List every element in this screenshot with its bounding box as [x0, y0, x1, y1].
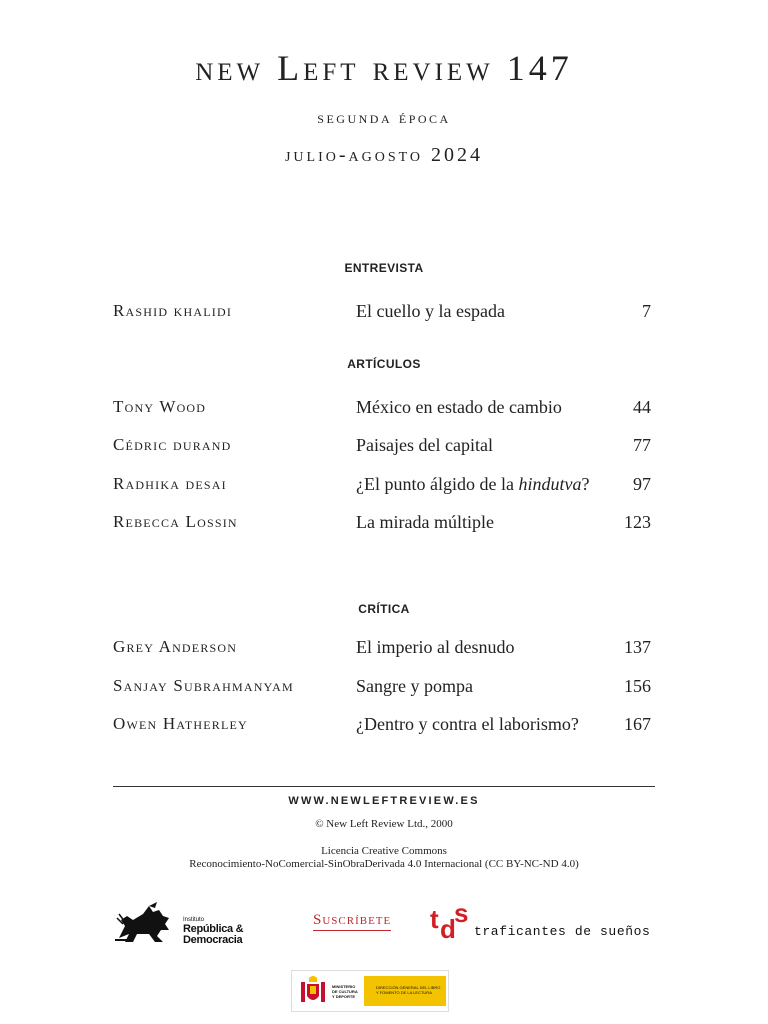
entry-author: Rebecca Lossin — [113, 512, 238, 531]
entry-title: Paisajes del capital — [356, 435, 493, 455]
toc-entry[interactable] — [113, 673, 653, 699]
license-detail[interactable]: Reconocimiento-NoComercial-SinObraDerivada 4.0 Internacional (CC BY-NC-ND 4.0) — [189, 858, 579, 870]
ministerio-line: DE CULTURA — [332, 989, 358, 994]
issue-date: julio-agosto 2024 — [284, 144, 484, 166]
irdd-wordmark — [183, 916, 243, 946]
entry-author: Tony Wood — [113, 397, 207, 416]
entry-page: 77 — [633, 435, 651, 455]
ministerio-label — [332, 984, 358, 999]
section-heading-entrevista: ENTREVISTA — [344, 261, 424, 275]
section-heading-critica: CRÍTICA — [358, 602, 410, 616]
entry-title: Sangre y pompa — [356, 676, 473, 696]
lion-emblem-icon — [113, 900, 177, 946]
section-heading-articulos: ARTÍCULOS — [347, 357, 421, 371]
entry-title: El cuello y la espada — [356, 301, 505, 321]
entry-title — [356, 471, 589, 497]
entry-title-part: ¿El punto álgido de la — [356, 474, 519, 494]
irdd-name-line2: Democracia — [183, 934, 243, 946]
entry-page: 44 — [633, 397, 651, 417]
direccion-label — [376, 985, 440, 995]
entry-page: 97 — [633, 474, 651, 494]
toc-entry[interactable] — [113, 711, 653, 737]
entry-title: ¿Dentro y contra el laborismo? — [356, 714, 579, 734]
toc-entry[interactable] — [113, 471, 653, 497]
ministerio-line: MINISTERIO — [332, 984, 356, 989]
website-link[interactable]: WWW.NEWLEFTREVIEW.ES — [288, 795, 480, 807]
entry-title: México en estado de cambio — [356, 397, 562, 417]
entry-title: El imperio al desnudo — [356, 637, 515, 657]
traficantes-logo[interactable]: t d s traficantes de sueños — [430, 898, 651, 944]
entry-author: Sanjay Subrahmanyam — [113, 676, 294, 695]
copyright-notice: © New Left Review Ltd., 2000 — [315, 818, 453, 830]
irdd-logo[interactable] — [113, 898, 253, 948]
toc-entry[interactable] — [113, 298, 653, 324]
entry-title: La mirada múltiple — [356, 512, 494, 532]
entry-title-italic: hindutva — [518, 474, 582, 494]
entry-author: Grey Anderson — [113, 637, 238, 656]
coat-of-arms-icon — [298, 974, 328, 1008]
ministerio-line: Y DEPORTE — [332, 994, 356, 999]
entry-author: Rashid khalidi — [113, 301, 233, 320]
toc-entry[interactable] — [113, 394, 653, 420]
entry-title-part: ? — [581, 474, 590, 494]
direccion-line: DIRECCIÓN GENERAL DEL LIBRO — [376, 985, 441, 990]
footer-divider — [113, 786, 655, 787]
entry-author: Radhika desai — [113, 474, 227, 493]
entry-page: 167 — [624, 714, 651, 734]
entry-author: Owen Hatherley — [113, 714, 248, 733]
irdd-small-label: Instituto — [183, 917, 205, 923]
toc-entry[interactable] — [113, 634, 653, 660]
irdd-name-line1: República & — [183, 923, 244, 935]
direccion-line: Y FOMENTO DE LA LECTURA — [376, 990, 432, 995]
journal-title: new Left review 147 — [195, 48, 573, 88]
toc-entry[interactable] — [113, 509, 653, 535]
entry-page: 123 — [624, 512, 651, 532]
entry-author: Cédric durand — [113, 435, 232, 454]
ministerio-logo — [291, 970, 449, 1012]
entry-page: 7 — [642, 301, 651, 321]
entry-page: 156 — [624, 676, 651, 696]
license-title: Licencia Creative Commons — [321, 845, 447, 857]
subscribe-link[interactable]: Suscríbete — [313, 912, 391, 931]
traficantes-name: traficantes de sueños — [474, 924, 651, 939]
toc-entry[interactable] — [113, 432, 653, 458]
entry-page: 137 — [624, 637, 651, 657]
series-subtitle: segunda época — [317, 108, 451, 127]
